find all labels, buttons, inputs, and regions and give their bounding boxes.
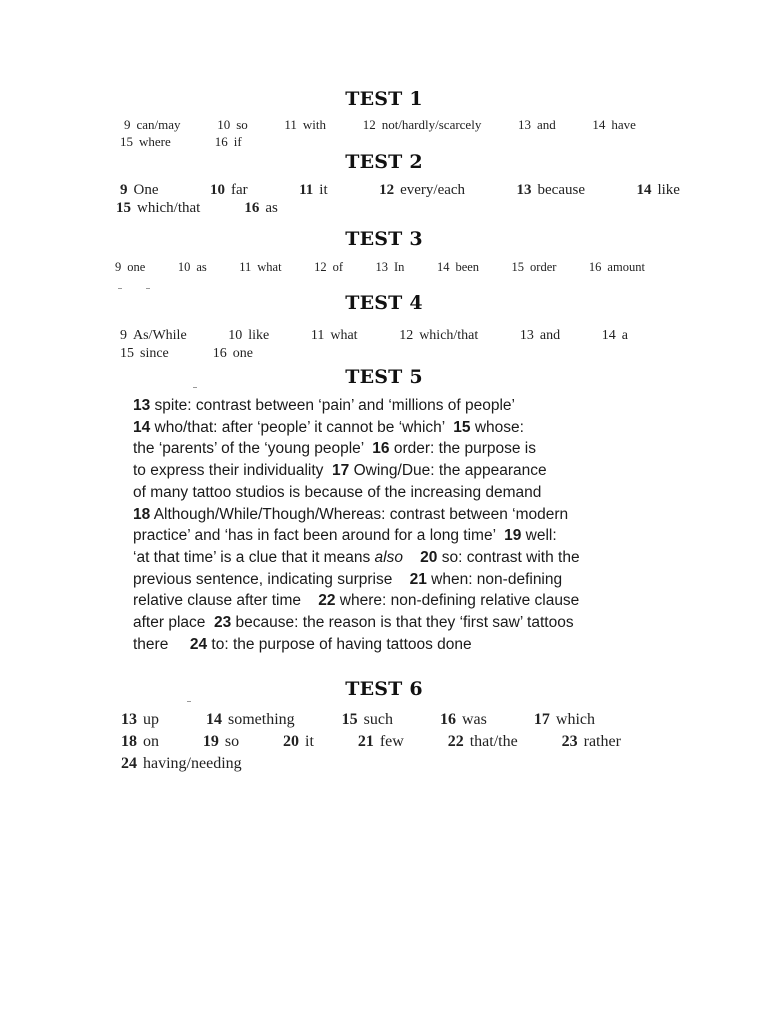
answer-text: and (539, 328, 561, 343)
test-6-row-1 (121, 709, 595, 731)
answer-text: As/While (133, 328, 187, 343)
explanation-text: spite: contrast between ‘pain’ and ‘millions of people’ (150, 397, 515, 414)
answer-text: like (657, 182, 680, 198)
question-number: 14 (592, 117, 606, 132)
answer-text: One (133, 182, 159, 198)
explanation-line (133, 547, 653, 569)
test-4-answers (120, 327, 680, 363)
explanation-text: the ‘parents’ of the ‘young people’ (133, 440, 368, 458)
emphasis-text: also (374, 548, 403, 566)
question-number: 12 (379, 182, 395, 198)
answer-text: something (228, 711, 295, 728)
explanation-line (133, 612, 653, 634)
question-number: 14 (206, 711, 222, 728)
explanation-text: order: the purpose is (389, 440, 537, 458)
explanation-line (133, 590, 653, 612)
test-6-answers (121, 709, 621, 775)
answer-text: so (224, 733, 240, 750)
answer-text: can/may (136, 117, 181, 132)
question-number: 17 (533, 711, 550, 728)
explanation-line (133, 569, 653, 591)
question-number: 14 (133, 418, 151, 436)
answer-item (228, 327, 269, 345)
test-1-row-1 (124, 116, 636, 133)
answer-text: of (332, 260, 344, 274)
question-number: 13 (375, 260, 389, 274)
question-number: 18 (121, 733, 137, 750)
test-2-answers (116, 181, 680, 217)
answer-item (210, 181, 248, 199)
explanation-line (133, 504, 653, 526)
answer-text: as (265, 200, 278, 216)
explanation-text: who/that: after ‘people’ it cannot be ‘which’ (150, 418, 449, 436)
test-6-row-2 (121, 731, 621, 753)
answer-item (517, 181, 585, 199)
scan-mark (146, 288, 150, 289)
answer-text: was (462, 711, 487, 728)
answer-text: if (233, 134, 242, 149)
question-number: 13 (516, 182, 532, 198)
answer-text: rather (583, 733, 621, 750)
answer-item (178, 259, 207, 275)
test-3-answers (115, 259, 645, 275)
question-number: 22 (305, 592, 336, 610)
answer-item (217, 116, 248, 133)
answer-item (592, 116, 636, 133)
answer-item (121, 753, 242, 775)
answer-text: been (455, 260, 480, 274)
answer-text: order (530, 260, 557, 274)
answer-item (283, 731, 314, 753)
answer-text: far (230, 182, 248, 198)
explanation-text: Although/While/Though/Whereas: contrast between ‘modern (150, 505, 569, 523)
answer-item (602, 327, 628, 345)
question-number: 16 (212, 346, 227, 361)
question-number: 14 (636, 182, 652, 198)
answer-item (589, 259, 645, 275)
question-number: 16 (440, 711, 456, 728)
answer-item (399, 327, 478, 345)
answer-text: since (140, 346, 169, 361)
question-number: 19 (499, 527, 522, 545)
answer-item (342, 709, 393, 731)
answer-item (120, 327, 187, 345)
answer-item (215, 133, 242, 150)
question-number: 9 (120, 182, 128, 198)
question-number: 15 (120, 346, 134, 361)
answer-text: having/needing (143, 755, 242, 772)
test-4-title: TEST 4 (345, 292, 423, 314)
question-number: 16 (367, 440, 390, 458)
answer-item (203, 731, 239, 753)
answer-text: what (330, 328, 358, 343)
explanation-line (133, 417, 653, 439)
answer-text: few (379, 733, 404, 750)
question-number: 11 (284, 117, 297, 132)
question-number: 13 (517, 117, 531, 132)
question-number: 10 (217, 117, 231, 132)
question-number: 21 (357, 733, 374, 750)
answer-item (299, 181, 328, 199)
explanation-text: well: (521, 527, 557, 545)
scan-mark (187, 701, 191, 702)
explanation-line (133, 634, 653, 656)
question-number: 20 (402, 548, 438, 566)
question-number: 12 (362, 117, 376, 132)
answer-text: which (555, 711, 595, 728)
explanation-text: relative clause after time (133, 592, 306, 610)
answer-item (534, 709, 595, 731)
answer-item (440, 709, 487, 731)
answer-item (120, 133, 171, 150)
answer-item (379, 181, 465, 199)
answer-text: one (232, 346, 253, 361)
answer-item (284, 116, 326, 133)
question-number: 16 (214, 134, 228, 149)
explanation-text: practice’ and ‘has in fact been around for a long time’ (133, 527, 500, 545)
test-4-row-2 (120, 345, 680, 363)
answer-text: because (537, 182, 585, 198)
answer-text: every/each (400, 182, 466, 198)
explanation-text: there (133, 635, 173, 653)
question-number: 23 (209, 614, 232, 632)
question-number: 15 (116, 200, 131, 216)
answer-text: up (143, 711, 159, 728)
question-number: 13 (121, 711, 137, 728)
test-1-row-2 (120, 133, 680, 150)
test-5-title: TEST 5 (345, 366, 423, 388)
answer-item (124, 116, 181, 133)
answer-item (518, 116, 556, 133)
question-number: 9 (115, 260, 122, 274)
question-number: 16 (588, 260, 602, 274)
question-number: 11 (299, 182, 314, 198)
question-number: 18 (133, 505, 151, 523)
test-3-row-1 (115, 259, 645, 275)
test-2-title: TEST 2 (345, 151, 423, 173)
test-2-row-1 (120, 181, 680, 199)
test-4-row-1 (120, 327, 628, 345)
question-number: 22 (447, 733, 464, 750)
answer-item (239, 259, 281, 275)
test-1-title: TEST 1 (345, 88, 423, 110)
answer-text: on (143, 733, 159, 750)
explanation-text: previous sentence, indicating surprise (133, 570, 397, 588)
answer-item (244, 199, 278, 217)
answer-item (314, 259, 343, 275)
test-6-row-3 (121, 753, 621, 775)
question-number: 15 (341, 711, 358, 728)
test-2-row-2 (116, 199, 680, 217)
answer-item (437, 259, 479, 275)
explanation-text: of many tattoo studios is because of the increasing demand (133, 483, 542, 501)
answer-item (448, 731, 518, 753)
explanation-line (133, 460, 653, 482)
answer-text: which/that (419, 328, 479, 343)
answer-text: where (139, 134, 171, 149)
answer-item (311, 327, 358, 345)
question-number: 21 (396, 570, 427, 588)
explanation-line (133, 395, 653, 417)
explanation-text: to express their individuality (133, 462, 328, 480)
answer-text: which/that (137, 200, 201, 216)
answer-item (213, 345, 253, 363)
answer-text: with (302, 117, 327, 132)
question-number: 10 (209, 182, 225, 198)
answer-item (206, 709, 295, 731)
explanation-line (133, 438, 653, 460)
answer-item (376, 259, 405, 275)
explanation-text: Owing/Due: the appearance (349, 462, 547, 480)
question-number: 19 (202, 733, 219, 750)
answer-item (636, 181, 680, 199)
question-number: 15 (120, 134, 133, 149)
explanation-line (133, 482, 653, 504)
explanation-text: to: the purpose of having tattoos done (207, 635, 472, 653)
answer-item (121, 731, 159, 753)
answer-text: have (611, 117, 636, 132)
answer-item (512, 259, 557, 275)
answer-text: such (363, 711, 393, 728)
question-number: 9 (124, 117, 131, 132)
answer-item (115, 259, 145, 275)
question-number: 14 (436, 260, 450, 274)
explanation-line (133, 525, 653, 547)
question-number: 12 (314, 260, 327, 274)
answer-text: so (236, 117, 248, 132)
scan-mark (118, 288, 122, 289)
answer-text: it (319, 182, 328, 198)
answer-text: one (127, 260, 146, 274)
answer-text: and (536, 117, 556, 132)
answer-text: not/hardly/scarcely (381, 117, 482, 132)
question-number: 10 (177, 260, 191, 274)
question-number: 11 (310, 328, 325, 343)
question-number: 10 (228, 328, 243, 343)
question-number: 9 (120, 328, 127, 343)
question-number: 17 (327, 462, 350, 480)
explanation-text: when: non-defining (426, 570, 563, 588)
question-number: 23 (561, 733, 578, 750)
explanation-text: after place (133, 614, 210, 632)
scan-mark (193, 387, 197, 388)
answer-text: amount (607, 260, 645, 274)
question-number: 20 (283, 733, 300, 750)
explanation-text: so: contrast with the (437, 548, 580, 566)
question-number: 24 (172, 635, 208, 653)
question-number: 24 (121, 755, 137, 772)
answer-item (562, 731, 621, 753)
answer-item (121, 709, 159, 731)
question-number: 13 (133, 397, 151, 414)
answer-text: a (621, 328, 628, 343)
answer-text: like (248, 328, 270, 343)
answer-item (120, 181, 159, 199)
answer-text: In (394, 260, 405, 274)
explanation-text: ‘at that time’ is a clue that it means (133, 548, 375, 566)
explanation-text: whose: (470, 418, 524, 436)
answer-item (363, 116, 482, 133)
explanation-text: because: the reason is that they ‘first saw’ tattoos (231, 614, 574, 632)
question-number: 15 (511, 260, 525, 274)
test-3-title: TEST 3 (345, 228, 423, 250)
answer-item (116, 199, 200, 217)
test-5-explanations (133, 395, 653, 655)
answer-text: that/the (469, 733, 518, 750)
test-1-answers (120, 116, 680, 150)
answer-item (358, 731, 404, 753)
question-number: 15 (448, 418, 471, 436)
question-number: 14 (601, 328, 616, 343)
answer-text: as (196, 260, 207, 274)
answer-item (520, 327, 560, 345)
answer-item (120, 345, 169, 363)
question-number: 13 (519, 328, 534, 343)
question-number: 11 (239, 260, 252, 274)
question-number: 12 (399, 328, 414, 343)
test-6-title: TEST 6 (345, 678, 423, 700)
question-number: 16 (244, 200, 260, 216)
answer-text: what (257, 260, 282, 274)
answer-text: it (305, 733, 314, 750)
explanation-text: where: non-defining relative clause (335, 592, 580, 610)
